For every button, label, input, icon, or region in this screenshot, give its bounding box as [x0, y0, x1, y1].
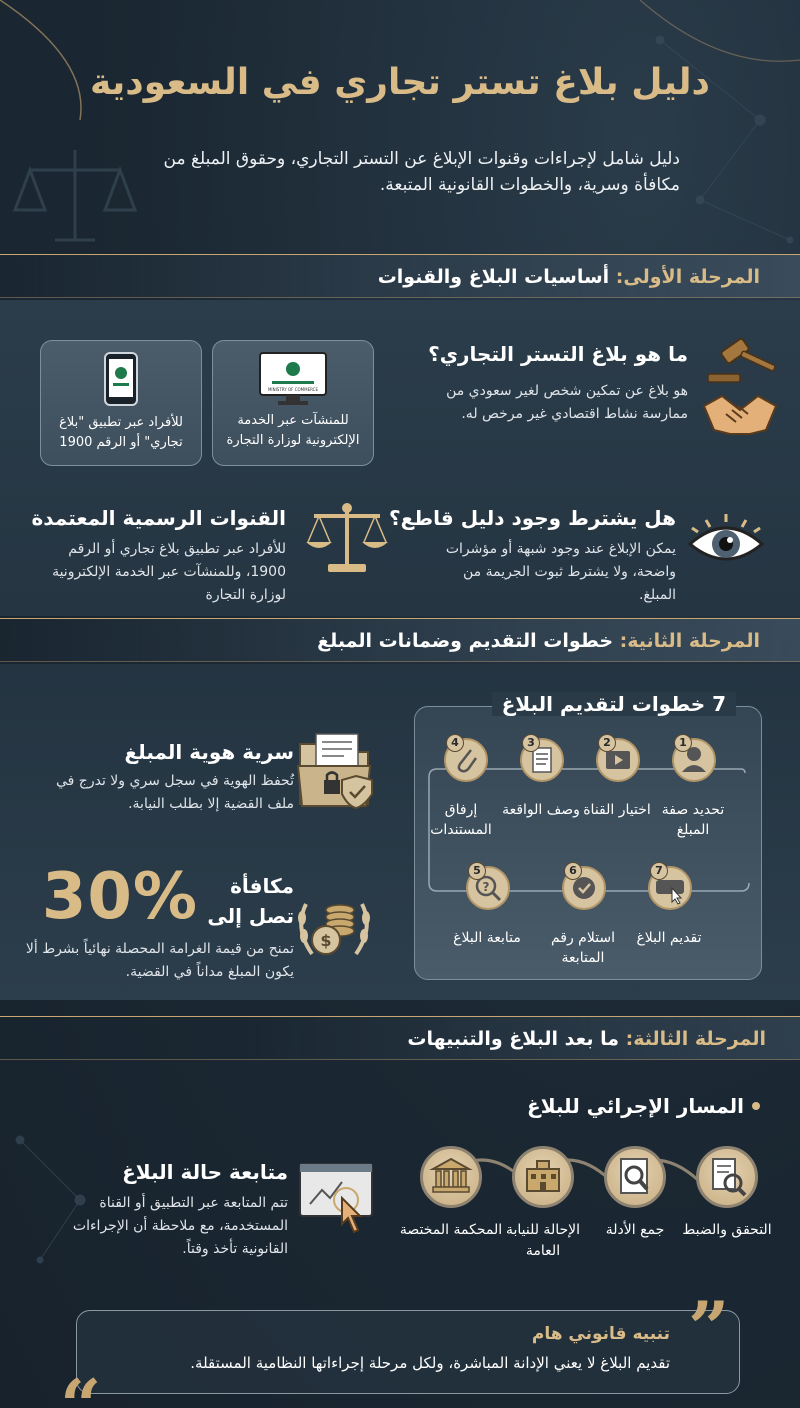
monitor-click-icon: [298, 1160, 374, 1240]
phase3-label: المرحلة الثالثة:: [625, 1028, 766, 1050]
phase2-header: [0, 618, 800, 662]
card-app-text: للأفراد عبر تطبيق "بلاغ تجاري" أو الرقم 1900: [59, 415, 183, 450]
reward-title-line1: مكافأة: [230, 874, 294, 898]
follow-title: متابعة حالة البلاغ: [122, 1160, 288, 1184]
path-step-3-label: الإحالة للنيابة العامة: [505, 1222, 581, 1259]
step-1-number: 1: [674, 734, 692, 752]
court-icon: [423, 1149, 479, 1209]
step-3-number: 3: [522, 734, 540, 752]
channels-body: للأفراد عبر تطبيق بلاغ تجاري أو الرقم 1900، وللمنشآت عبر الخدمة الإلكترونية لوزارة التجارة: [52, 541, 286, 603]
step-2-number: 2: [598, 734, 616, 752]
path-step-1-label: التحقق والضبط: [682, 1222, 772, 1238]
legal-notice: [76, 1310, 740, 1394]
document-search-icon: [699, 1149, 755, 1209]
phone-icon: [103, 351, 139, 407]
privacy-body: تُحفظ الهوية في سجل سري ولا تدرج في ملف القضية إلا بطلب النيابة.: [56, 773, 294, 812]
magnifier-icon: [607, 1149, 663, 1209]
path-step-3-circle: [512, 1146, 574, 1208]
step-4-number: 4: [446, 734, 464, 752]
card-web-text: للمنشآت عبر الخدمة الإلكترونية لوزارة التجارة: [226, 413, 360, 448]
building-icon: [515, 1149, 571, 1209]
reward-title-line2: تصل إلى: [207, 904, 294, 928]
step-1-label: تحديد صفة المبلغ: [661, 802, 725, 838]
path-step-4-label: المحكمة المختصة: [399, 1222, 503, 1238]
phase1-title: أساسيات البلاغ والقنوات: [377, 266, 610, 288]
phase1-label: المرحلة الأولى:: [615, 266, 760, 288]
phase3-title: ما بعد البلاغ والتنبيهات: [407, 1028, 620, 1050]
privacy-title: سرية هوية المبلغ: [124, 740, 294, 764]
page-title: دليل بلاغ تستر تجاري في السعودية: [89, 62, 711, 103]
reward-body: تمنح من قيمة الغرامة المحصلة نهائياً بشرط ألا يكون المبلغ مداناً في القضية.: [25, 941, 294, 980]
gavel-handshake-icon: [700, 334, 780, 444]
reward-percent: 30%: [41, 860, 198, 934]
svg-text:?: ?: [482, 880, 490, 894]
what-body: هو بلاغ عن تمكين شخص لغير سعودي من ممارسة نشاط اقتصادي غير مرخص له.: [446, 383, 688, 422]
notice-title: تنبيه قانوني هام: [531, 1324, 670, 1344]
phase2-title: خطوات التقديم وضمانات المبلغ: [317, 630, 614, 652]
steps-title: 7 خطوات لتقديم البلاغ: [492, 692, 736, 716]
eye-icon: [686, 512, 766, 572]
path-bullet: [752, 1102, 760, 1110]
channels-title: القنوات الرسمية المعتمدة: [31, 506, 286, 530]
path-title: المسار الإجرائي للبلاغ: [527, 1094, 744, 1118]
svg-text:$: $: [320, 931, 332, 950]
coins-wreath-icon: [292, 884, 376, 968]
quote-close-icon: ”: [688, 1285, 730, 1370]
phase2-label: المرحلة الثانية:: [619, 630, 760, 652]
ministry-logo-caption: MINISTRY OF COMMERCE: [267, 387, 318, 392]
phase1-header: [0, 254, 800, 298]
notice-body: تقديم البلاغ لا يعني الإدانة المباشرة، ولكل مرحلة إجراءاتها النظامية المستقلة.: [190, 1354, 670, 1372]
step-2-label: اختيار القناة: [583, 802, 651, 818]
card-web-service: [212, 340, 374, 466]
step-7-number: 7: [650, 862, 668, 880]
step-3-label: وصف الواقعة: [502, 802, 580, 818]
secure-folder-icon: [296, 730, 386, 814]
path-step-2-circle: [604, 1146, 666, 1208]
follow-body: تتم المتابعة عبر التطبيق أو القناة المستخدمة، مع ملاحظة أن الإجراءات القانونية تأخذ وقتاً.: [72, 1195, 288, 1257]
proof-body: يمكن الإبلاغ عند وجود شبهة أو مؤشرات واضحة، ولا يشترط ثبوت الجريمة من المبلغ.: [445, 541, 676, 603]
path-step-4-circle: [420, 1146, 482, 1208]
card-app-service: [40, 340, 202, 466]
step-5-label: متابعة البلاغ: [453, 930, 521, 946]
path-step-2-label: جمع الأدلة: [605, 1222, 665, 1238]
page-subtitle: دليل شامل لإجراءات وقنوات الإبلاغ عن التستر التجاري، وحقوق المبلغ من مكافأة وسرية، والخطوات القانونية المتبعة.: [163, 149, 680, 195]
scales-icon: [302, 498, 392, 578]
proof-title: هل يشترط وجود دليل قاطع؟: [389, 506, 676, 530]
what-title: ما هو بلاغ التستر التجاري؟: [428, 342, 688, 366]
step-5-number: 5: [468, 862, 486, 880]
monitor-icon: [258, 351, 328, 407]
quote-open-icon: “: [60, 1363, 102, 1408]
path-step-1-circle: [696, 1146, 758, 1208]
step-6-number: 6: [564, 862, 582, 880]
phase3-header: [0, 1016, 800, 1060]
step-6-label: استلام رقم المتابعة: [550, 930, 616, 966]
step-4-label: إرفاق المستندات: [430, 802, 492, 838]
step-7-label: تقديم البلاغ: [636, 930, 702, 946]
